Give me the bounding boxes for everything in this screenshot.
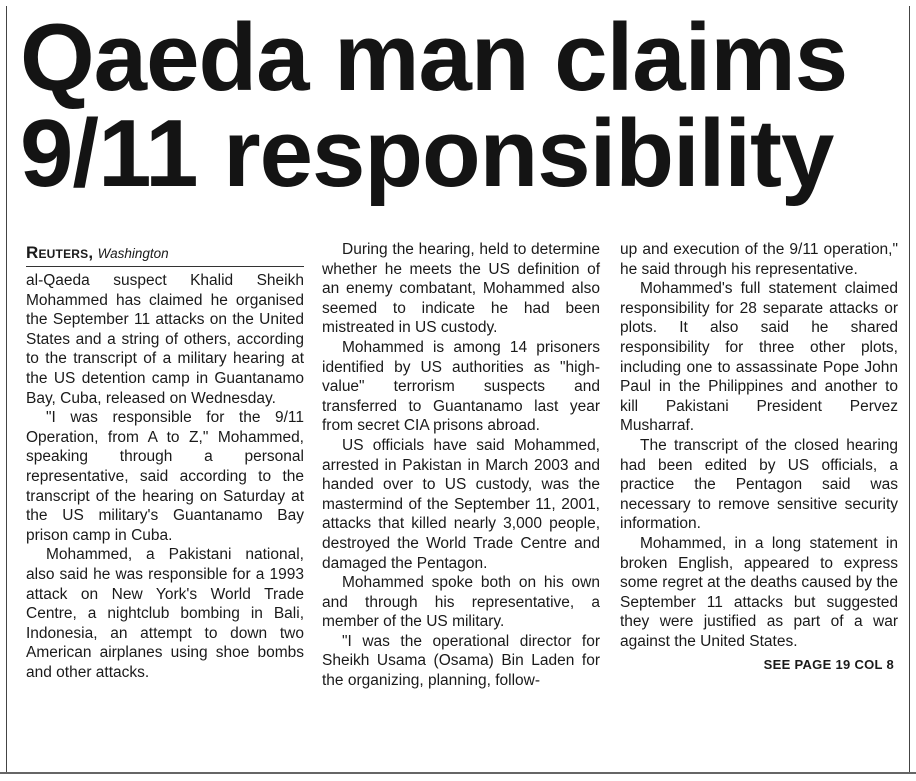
byline-location: Washington [97, 246, 169, 261]
headline-line-2: 9/11 responsibility [20, 100, 834, 207]
headline [20, 4, 900, 207]
article-column-3 [620, 240, 898, 675]
article-paragraph: Mohammed spoke both on his own and through his representative, a member of the US military. [322, 574, 600, 631]
article-column-2 [322, 240, 600, 691]
article-paragraph: During the hearing, held to determine whether he meets the US definition of an enemy combatant, Mohammed also seemed to indicate he had been mistreated in US custody. [322, 241, 600, 337]
article-paragraph: The transcript of the closed hearing had been edited by US officials, a practice the Pentagon said was necessary to remove sensitive security information. [620, 436, 898, 533]
byline [26, 243, 304, 267]
article-paragraph: up and execution of the 9/11 operation," he said through his representative. [620, 241, 898, 278]
continuation-jump-line: SEE PAGE 19 COL 8 [763, 657, 894, 673]
left-column-rule [6, 6, 7, 774]
article-paragraph: Mohammed's full statement claimed responsibility for 28 separate attacks or plots. It also said he shared responsibility for three other plots, including one to assassinate Pope John Paul in the Philippines and another to kill Pakistani President Pervez Musharraf. [620, 280, 898, 435]
article-column-1 [26, 243, 304, 682]
article-paragraph: Mohammed, in a long statement in broken English, appeared to express some regret at the deaths caused by the September 11 attacks but suggested they were justified as part of a war against the United States. [620, 534, 898, 650]
article-paragraph: "I was responsible for the 9/11 Operation, from A to Z," Mohammed, speaking through a personal representative, said according to the transcript of the hearing on Saturday at the US military's Guantanamo Bay prison camp in Cuba. [26, 409, 304, 544]
right-column-rule [909, 6, 910, 774]
article-paragraph: Mohammed is among 14 prisoners identified by US authorities as "high-value" terrorism suspects and transferred to Guantanamo last year from secret CIA prisons abroad. [322, 338, 600, 435]
article-paragraph: al-Qaeda suspect Khalid Sheikh Mohammed has claimed he organised the September 11 attacks on the United States and a string of others, according to the transcript of a military hearing at the US detention camp in Guantanamo Bay, Cuba, released on Wednesday. [26, 272, 304, 407]
byline-agency: Reuters, [26, 243, 94, 262]
article-paragraph: US officials have said Mohammed, arrested in Pakistan in March 2003 and handed over to US custody, was the mastermind of the September 11, 2001, attacks that killed nearly 3,000 people, destroyed the World Trade Centre and damaged the Pentagon. [322, 436, 600, 572]
headline-line-1: Qaeda man claims [20, 4, 848, 111]
article-paragraph: "I was the operational director for Sheikh Usama (Osama) Bin Laden for the organizing, planning, follow- [322, 632, 600, 690]
article-paragraph: Mohammed, a Pakistani national, also said he was responsible for a 1993 attack on New York's World Trade Centre, a nightclub bombing in Bali, Indonesia, an attempt to down two American airplanes using shoe bombs and other attacks. [26, 546, 304, 681]
bottom-rule [0, 772, 916, 774]
